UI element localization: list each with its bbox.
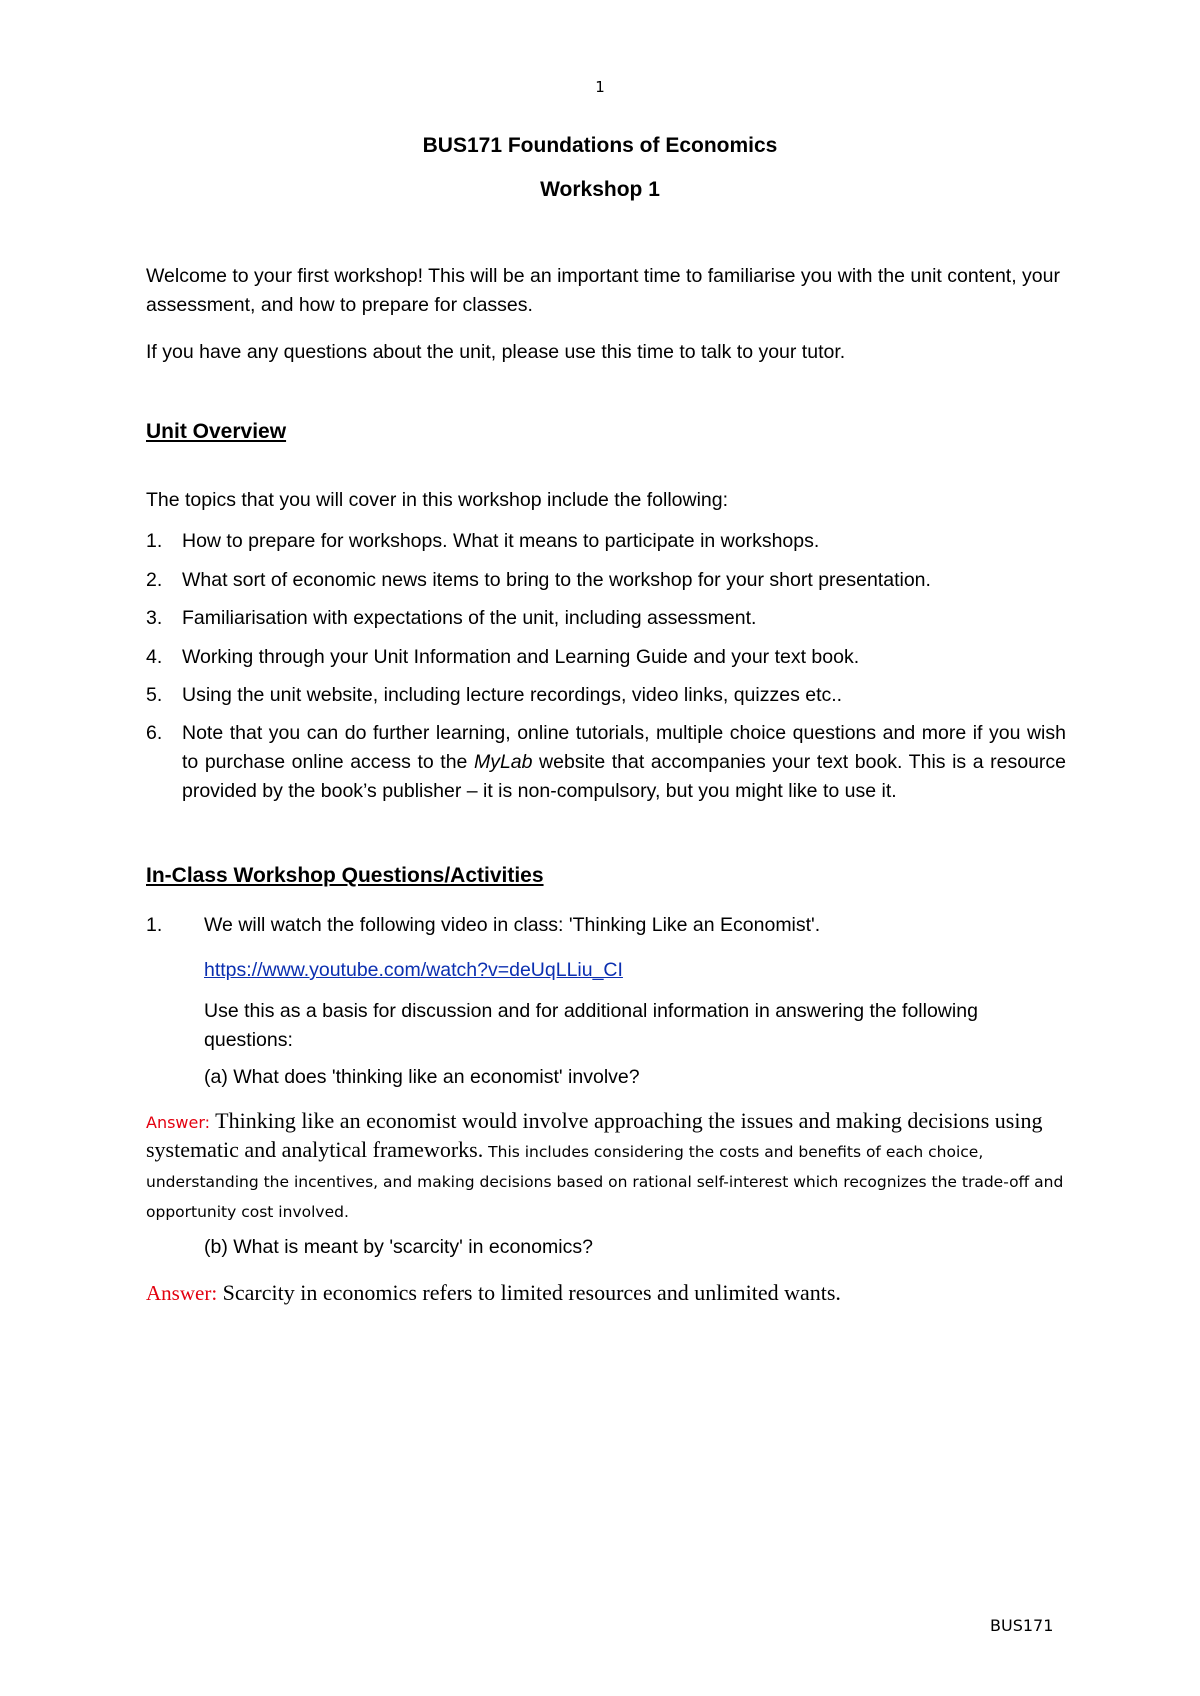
document-subtitle: Workshop 1 bbox=[540, 178, 660, 201]
question-b bbox=[204, 1233, 593, 1262]
list-number: 5. bbox=[146, 684, 163, 706]
list-text bbox=[182, 719, 1066, 806]
list-number: 4. bbox=[146, 646, 163, 668]
question-text: We will watch the following video in class: 'Thinking Like an Economist'. bbox=[204, 914, 821, 936]
video-link[interactable]: https://www.youtube.com/watch?v=deUqLLiu_CI bbox=[204, 959, 623, 981]
list-text: Using the unit website, including lecture recordings, video links, quizzes etc.. bbox=[182, 684, 843, 706]
list-number: 3. bbox=[146, 607, 163, 629]
intro-questions-paragraph: If you have any questions about the unit, please use this time to talk to your tutor. bbox=[146, 341, 846, 363]
list-number: 1. bbox=[146, 530, 163, 552]
video-link-line bbox=[204, 956, 623, 985]
document-title: BUS171 Foundations of Economics bbox=[422, 134, 778, 157]
list-text: Working through your Unit Information and Learning Guide and your text book. bbox=[182, 646, 860, 668]
list-text: What sort of economic news items to bring to the workshop for your short presentation. bbox=[182, 569, 931, 591]
answer-b-label: Answer: bbox=[146, 1281, 218, 1305]
mylab-italic: MyLab bbox=[473, 751, 533, 773]
question-number: 1. bbox=[146, 914, 163, 936]
activities-heading: In-Class Workshop Questions/Activities bbox=[146, 864, 544, 887]
answer-a-sans-text: This includes considering the costs and benefits of each choice, understanding the incentives, and making decisions based on rational self-interest which recognizes the trade-off and opportunity cost involved. bbox=[146, 1143, 1064, 1221]
intro-paragraph: Welcome to your first workshop! This will be an important time to familiarise you with the unit content, your assessment, and how to prepare for classes. bbox=[146, 265, 1060, 316]
answer-a-serif-text: Thinking like an economist would involve approaching the issues and making decisions using systematic and analytical frameworks. bbox=[146, 1108, 1043, 1162]
question-a-text: What does 'thinking like an economist' involve? bbox=[233, 1066, 640, 1088]
question-b-text: What is meant by 'scarcity' in economics? bbox=[233, 1236, 593, 1258]
question-b-label: (b) bbox=[204, 1236, 228, 1258]
question-a bbox=[204, 1063, 640, 1092]
page-number: 1 bbox=[595, 78, 605, 96]
list-text-before: Note that you can do further learning, online tutorials, multiple choice questions and more if you wish to purchase online access to the bbox=[182, 722, 1066, 773]
basis-paragraph: Use this as a basis for discussion and for additional information in answering the following questions: bbox=[204, 1000, 978, 1051]
list-text-after: website that accompanies your text book. This is a resource provided by the book’s publisher – it is non-compulsory, but you might like to use it. bbox=[182, 751, 1066, 802]
list-number: 2. bbox=[146, 569, 163, 591]
topics-lead: The topics that you will cover in this workshop include the following: bbox=[146, 489, 729, 511]
footer-course-code: BUS171 bbox=[990, 1616, 1054, 1635]
unit-overview-heading: Unit Overview bbox=[146, 420, 287, 443]
answer-a-label: Answer: bbox=[146, 1113, 211, 1132]
list-text: How to prepare for workshops. What it means to participate in workshops. bbox=[182, 530, 820, 552]
list-number: 6. bbox=[146, 722, 163, 744]
question-a-label: (a) bbox=[204, 1066, 228, 1088]
answer-b-text: Scarcity in economics refers to limited resources and unlimited wants. bbox=[217, 1280, 841, 1305]
list-text: Familiarisation with expectations of the unit, including assessment. bbox=[182, 607, 757, 629]
answer-b bbox=[146, 1278, 1066, 1307]
answer-a bbox=[146, 1106, 1066, 1227]
